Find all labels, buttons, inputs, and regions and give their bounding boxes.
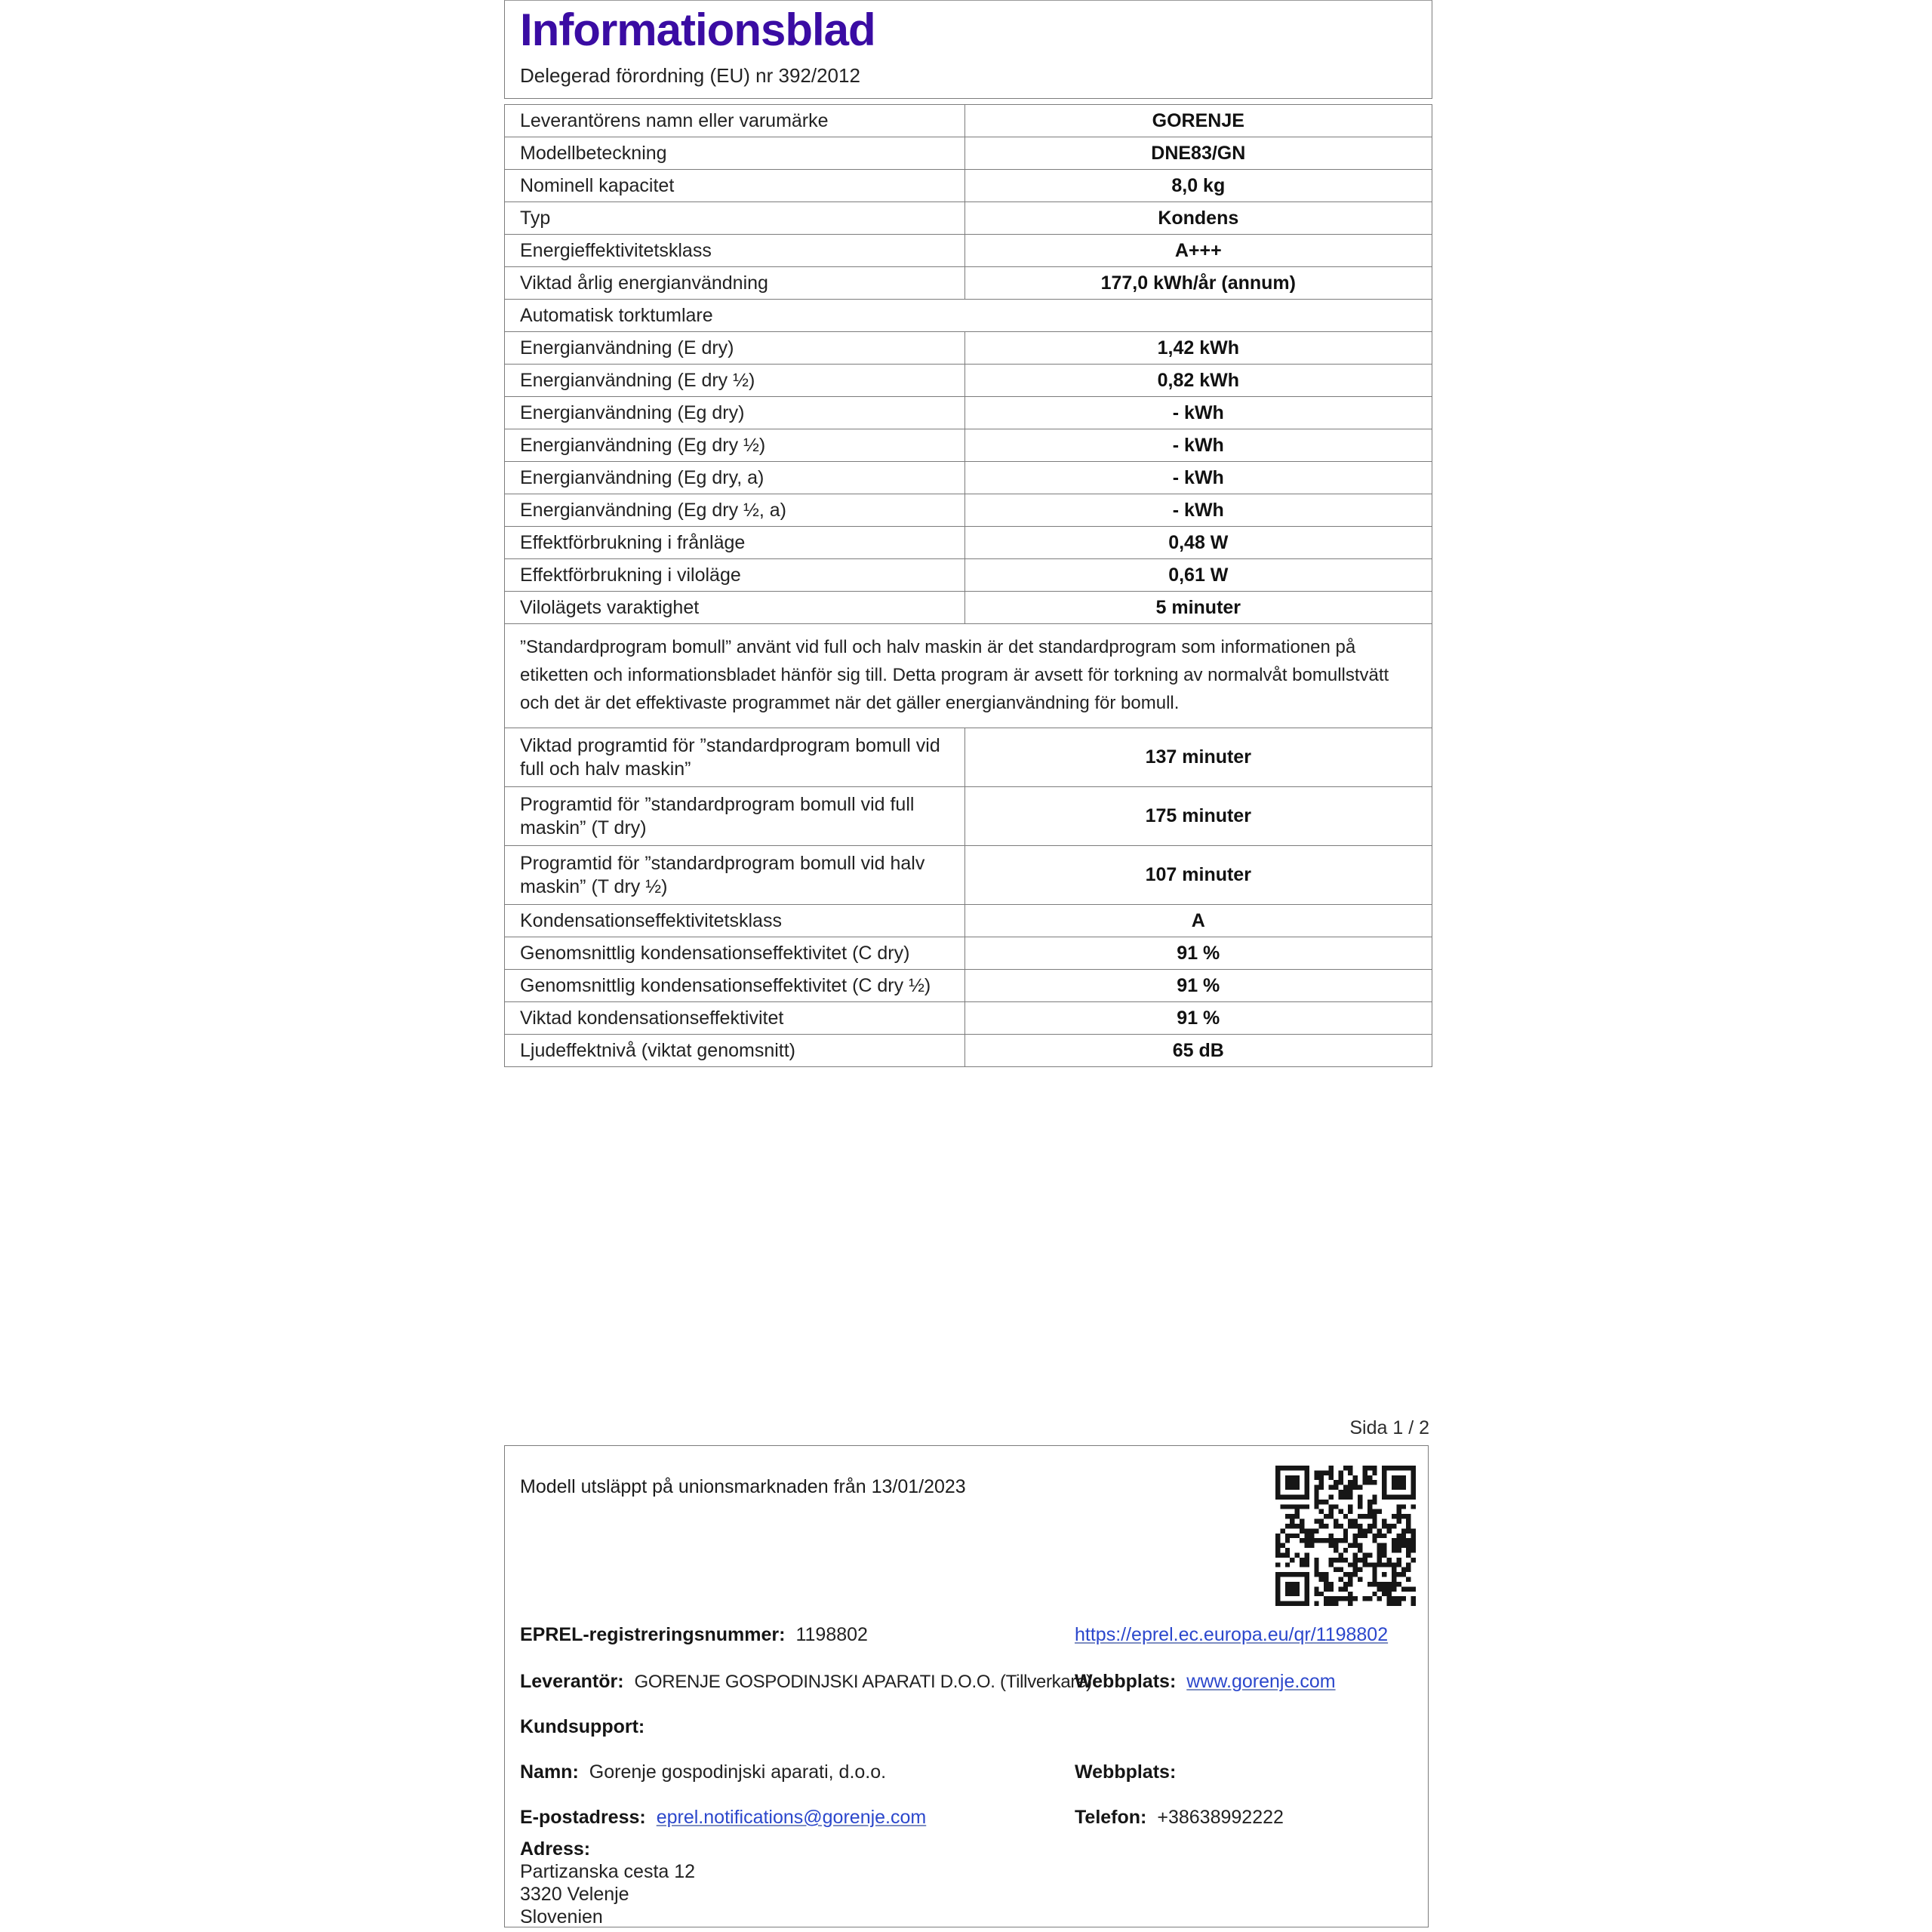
row-value: Kondens: [964, 202, 1432, 235]
row-value: - kWh: [964, 462, 1432, 494]
qr-code-icon: [1275, 1466, 1416, 1606]
table-row: [505, 970, 1432, 1002]
row-value: 91 %: [964, 937, 1432, 970]
row-value: 0,82 kWh: [964, 365, 1432, 397]
phone-label: Telefon:: [1075, 1807, 1147, 1828]
table-row: [505, 170, 1432, 202]
supplier-label: Leverantör:: [520, 1671, 624, 1692]
table-row: [505, 105, 1432, 137]
table-row: [505, 937, 1432, 970]
address-line: Partizanska cesta 12: [520, 1861, 696, 1882]
page-title: Informationsblad: [520, 5, 875, 55]
row-label: Energianvändning (Eg dry ½, a): [505, 494, 965, 527]
row-value: GORENJE: [964, 105, 1432, 137]
section-header-cell: Automatisk torktumlare: [505, 300, 1432, 332]
website2-label: Webbplats:: [1075, 1761, 1177, 1783]
support-row: [520, 1716, 655, 1738]
eprel-link-cell: [1075, 1624, 1388, 1646]
name-row: [520, 1761, 886, 1783]
table-row: [505, 300, 1432, 332]
row-value: 175 minuter: [964, 787, 1432, 846]
row-label: Viktad kondensationseffektivitet: [505, 1002, 965, 1035]
row-label: Energieffektivitetsklass: [505, 235, 965, 267]
email-link[interactable]: eprel.notifications@gorenje.com: [656, 1807, 927, 1828]
row-label: Nominell kapacitet: [505, 170, 965, 202]
row-label: Leverantörens namn eller varumärke: [505, 105, 965, 137]
row-label: Typ: [505, 202, 965, 235]
model-release-text: Modell utsläppt på unionsmarknaden från 13/01/2023: [520, 1476, 966, 1497]
table-row: [505, 787, 1432, 846]
address-row: [520, 1838, 601, 1860]
website2-row: [1075, 1761, 1186, 1783]
row-value: 107 minuter: [964, 846, 1432, 905]
title-box: [504, 0, 1432, 99]
eprel-label: EPREL-registreringsnummer:: [520, 1624, 786, 1645]
table-row: [505, 624, 1432, 728]
table-row: [505, 429, 1432, 462]
supplier-value: GORENJE GOSPODINJSKI APARATI D.O.O. (Tillverkare): [634, 1672, 1092, 1692]
row-value: 91 %: [964, 1002, 1432, 1035]
website-label: Webbplats:: [1075, 1671, 1177, 1692]
row-value: DNE83/GN: [964, 137, 1432, 170]
table-row: [505, 728, 1432, 787]
name-label: Namn:: [520, 1761, 579, 1783]
email-row: [520, 1807, 926, 1829]
supplier-row: [520, 1671, 1092, 1693]
table-row: [505, 137, 1432, 170]
table-row: [505, 905, 1432, 937]
footer-box: [504, 1445, 1429, 1927]
table-row: [505, 397, 1432, 429]
table-row: [505, 1035, 1432, 1067]
address-label: Adress:: [520, 1838, 591, 1860]
spec-table-body: [505, 105, 1432, 1067]
row-label: Energianvändning (E dry ½): [505, 365, 965, 397]
row-label: Energianvändning (Eg dry, a): [505, 462, 965, 494]
row-value: - kWh: [964, 429, 1432, 462]
spec-table: [504, 104, 1432, 1067]
address-block: [520, 1860, 695, 1928]
address-line: 3320 Velenje: [520, 1884, 629, 1905]
document-sheet: [504, 0, 1432, 1927]
table-row: [505, 267, 1432, 300]
row-value: 0,61 W: [964, 559, 1432, 592]
eprel-value: 1198802: [795, 1624, 868, 1645]
row-value: 91 %: [964, 970, 1432, 1002]
table-row: [505, 592, 1432, 624]
website-link[interactable]: www.gorenje.com: [1186, 1671, 1336, 1692]
email-label: E-postadress:: [520, 1807, 646, 1828]
eprel-number-row: [520, 1624, 868, 1646]
address-line: Slovenien: [520, 1906, 603, 1927]
table-row: [505, 846, 1432, 905]
row-label: Energianvändning (Eg dry ½): [505, 429, 965, 462]
row-value: - kWh: [964, 494, 1432, 527]
website-row: [1075, 1671, 1336, 1693]
row-value: 177,0 kWh/år (annum): [964, 267, 1432, 300]
support-label: Kundsupport:: [520, 1716, 645, 1737]
row-value: - kWh: [964, 397, 1432, 429]
table-row: [505, 332, 1432, 365]
phone-row: [1075, 1807, 1284, 1829]
name-value: Gorenje gospodinjski aparati, d.o.o.: [589, 1761, 887, 1783]
regulation-subtitle: Delegerad förordning (EU) nr 392/2012: [520, 64, 860, 87]
table-row: [505, 494, 1432, 527]
table-row: [505, 462, 1432, 494]
table-row: [505, 365, 1432, 397]
row-value: 1,42 kWh: [964, 332, 1432, 365]
row-label: Energianvändning (Eg dry): [505, 397, 965, 429]
row-value: 8,0 kg: [964, 170, 1432, 202]
table-row: [505, 235, 1432, 267]
page-indicator: Sida 1 / 2: [1349, 1417, 1429, 1438]
row-label: Vilolägets varaktighet: [505, 592, 965, 624]
row-label: Energianvändning (E dry): [505, 332, 965, 365]
row-label: Ljudeffektnivå (viktat genomsnitt): [505, 1035, 965, 1067]
row-label: Kondensationseffektivitetsklass: [505, 905, 965, 937]
row-label: Genomsnittlig kondensationseffektivitet (C dry ½): [505, 970, 965, 1002]
table-row: [505, 1002, 1432, 1035]
eprel-qr-link[interactable]: https://eprel.ec.europa.eu/qr/1198802: [1075, 1624, 1389, 1645]
row-label: Effektförbrukning i viloläge: [505, 559, 965, 592]
table-row: [505, 527, 1432, 559]
row-label: Programtid för ”standardprogram bomull vid full maskin” (T dry): [505, 787, 965, 846]
row-value: 5 minuter: [964, 592, 1432, 624]
row-label: Viktad årlig energianvändning: [505, 267, 965, 300]
row-value: 0,48 W: [964, 527, 1432, 559]
phone-value: +38638992222: [1157, 1807, 1284, 1828]
row-label: Programtid för ”standardprogram bomull vid halv maskin” (T dry ½): [505, 846, 965, 905]
note-cell: ”Standardprogram bomull” använt vid full och halv maskin är det standardprogram som informationen på etiketten och informationsbladet hänför sig till. Detta program är avsett för torkning av normalvåt bomullstvätt och det är det effektivaste programmet när det gäller energianvändning för bomull.: [505, 624, 1432, 728]
row-value: A: [964, 905, 1432, 937]
table-row: [505, 202, 1432, 235]
row-label: Viktad programtid för ”standardprogram bomull vid full och halv maskin”: [505, 728, 965, 787]
table-row: [505, 559, 1432, 592]
row-value: 65 dB: [964, 1035, 1432, 1067]
row-value: 137 minuter: [964, 728, 1432, 787]
row-label: Genomsnittlig kondensationseffektivitet (C dry): [505, 937, 965, 970]
row-label: Effektförbrukning i frånläge: [505, 527, 965, 559]
row-value: A+++: [964, 235, 1432, 267]
row-label: Modellbeteckning: [505, 137, 965, 170]
